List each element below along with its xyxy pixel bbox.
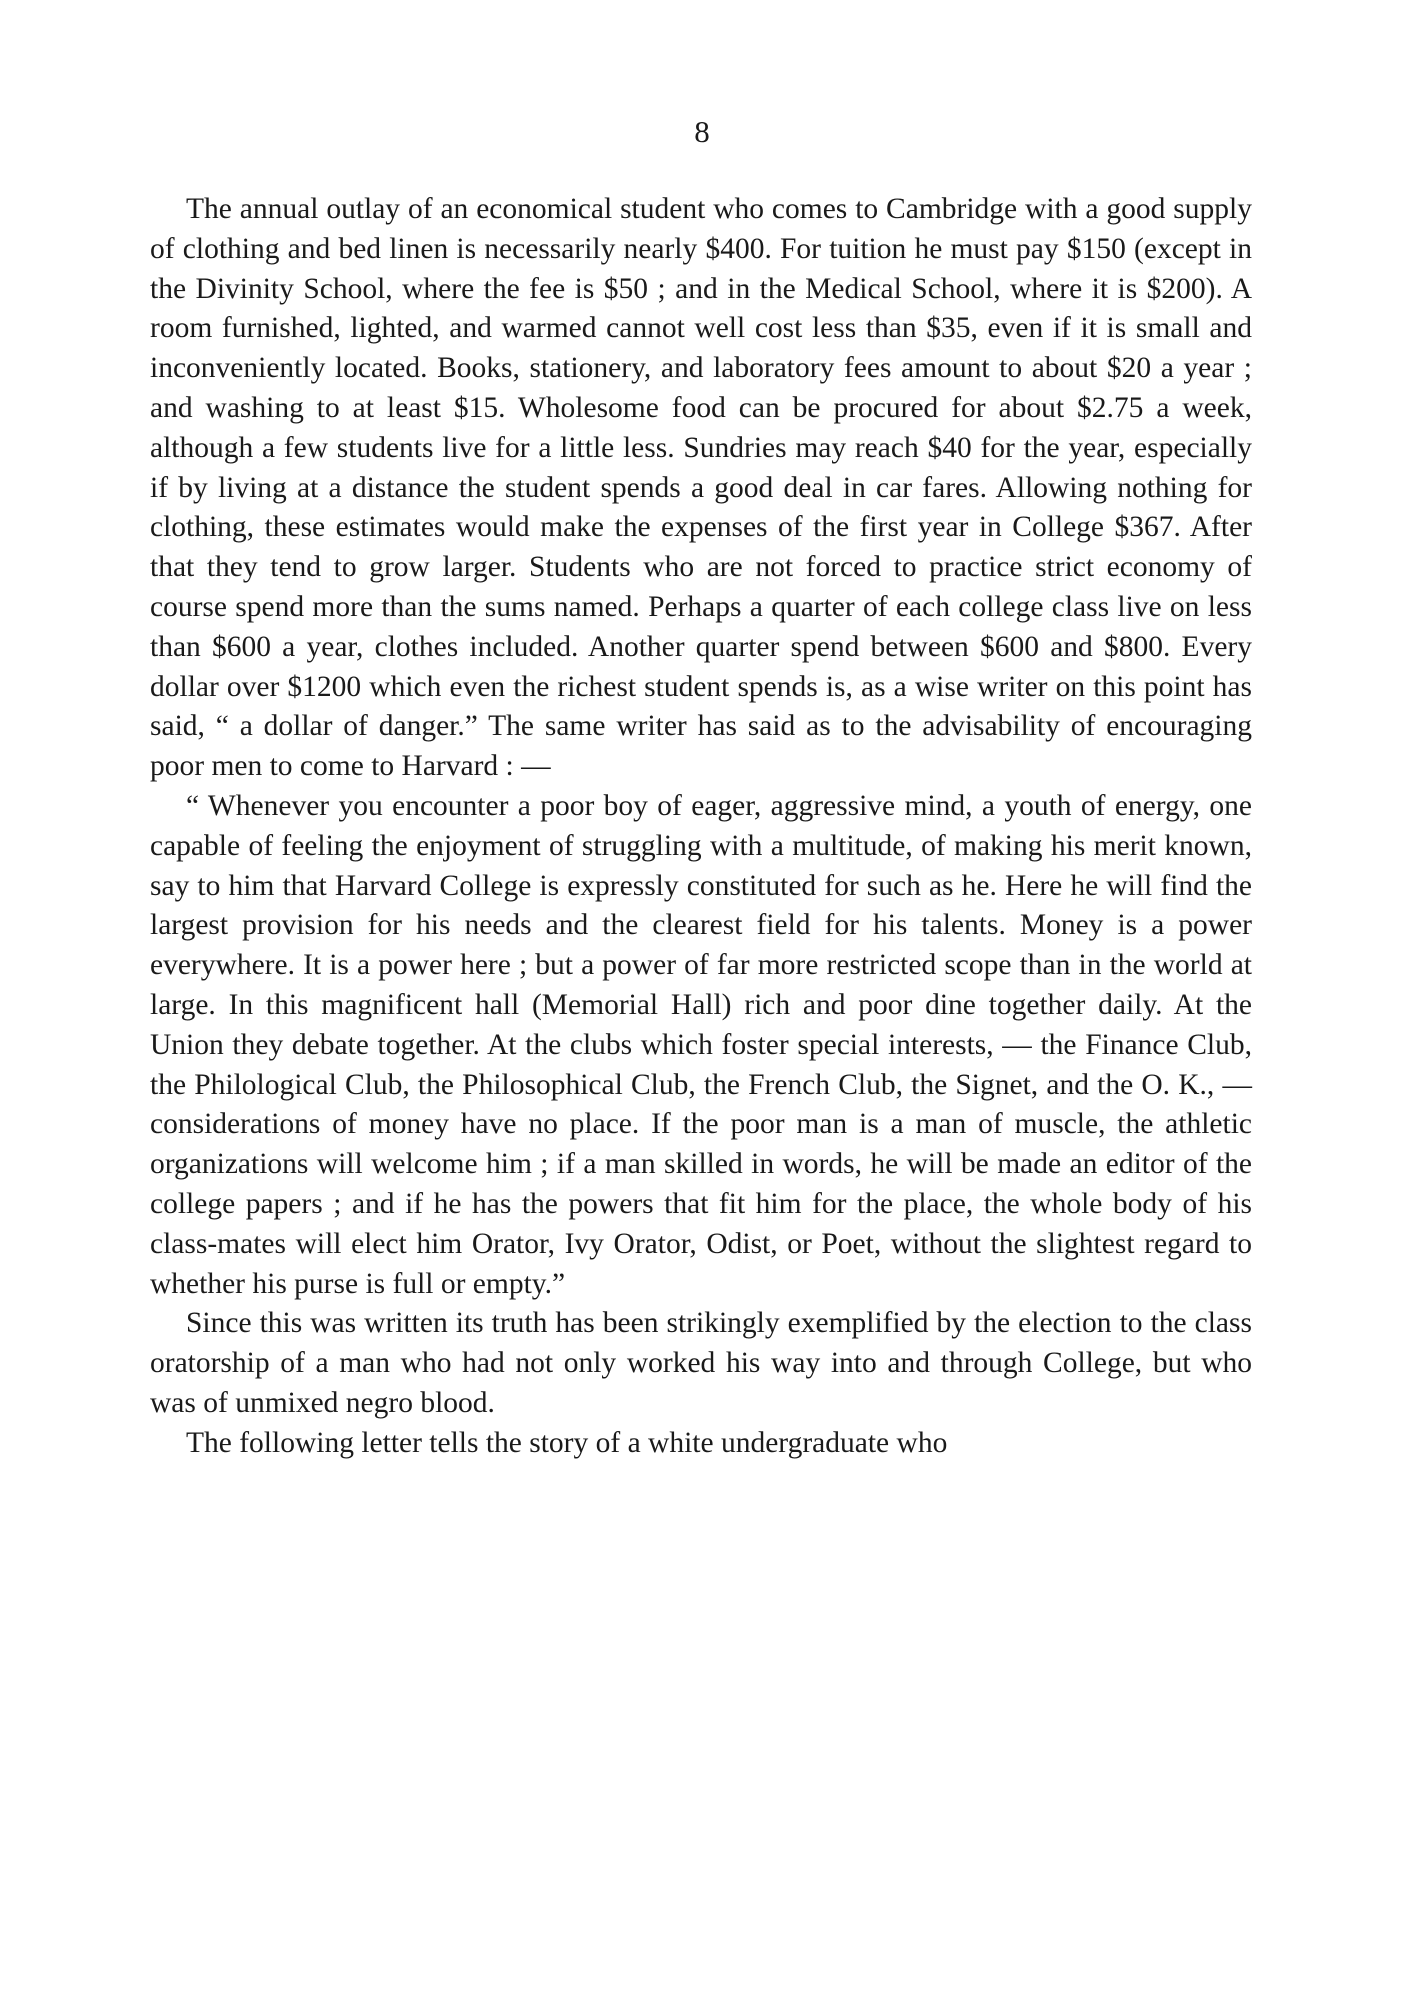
paragraph-letter-intro: The following letter tells the story of a white undergraduate who	[186, 1426, 948, 1459]
page-number: 8	[694, 114, 710, 149]
body-text	[150, 190, 1252, 1464]
paragraph-class-orator: Since this was written its truth has been strikingly exemplified by the election to the class oratorship of a man who had not only worked his way into and through College, but who was of unmixed negro blood.	[150, 1307, 1252, 1419]
paragraph-quotation: “ Whenever you encounter a poor boy of eager, aggressive mind, a youth of energy, one capable of feeling the enjoyment of struggling with a multitude, of making his merit known, say to him that Harvard College is expressly constituted for such as he. Here he will find the largest provision for his needs and the clearest field for his talents. Money is a power everywhere. It is a power here ; but a power of far more restricted scope than in the world at large. In this magnificent hall (Memorial Hall) rich and poor dine together daily. At the Union they debate together. At the clubs which foster special interests, — the Finance Club, the Philological Club, the Philosophical Club, the French Club, the Signet, and the O. K., — considerations of money have no place. If the poor man is a man of muscle, the athletic organizations will welcome him ; if a man skilled in words, he will be made an editor of the college papers ; and if he has the powers that fit him for the place, the whole body of his class-mates will elect him Orator, Ivy Orator, Odist, or Poet, without the slightest regard to whether his purse is full or empty.”	[150, 789, 1252, 1300]
paragraph-expenses: The annual outlay of an economical student who comes to Cambridge with a good supply of clothing and bed linen is necessarily nearly $400. For tuition he must pay $150 (except in the Divinity School, where the fee is $50 ; and in the Medical School, where it is $200). A room furnished, lighted, and warmed cannot well cost less than $35, even if it is small and inconveniently located. Books, stationery, and laboratory fees amount to about $20 a year ; and washing to at least $15. Wholesome food can be procured for about $2.75 a week, although a few students live for a little less. Sundries may reach $40 for the year, especially if by living at a distance the student spends a good deal in car fares. Allowing nothing for clothing, these estimates would make the expenses of the first year in College $367. After that they tend to grow larger. Students who are not forced to practice strict economy of course spend more than the sums named. Perhaps a quarter of each college class live on less than $600 a year, clothes included. Another quarter spend between $600 and $800. Every dollar over $1200 which even the richest student spends is, as a wise writer on this point has said, “ a dollar of danger.” The same writer has said as to the advisability of encouraging poor men to come to Harvard : —	[150, 193, 1252, 783]
